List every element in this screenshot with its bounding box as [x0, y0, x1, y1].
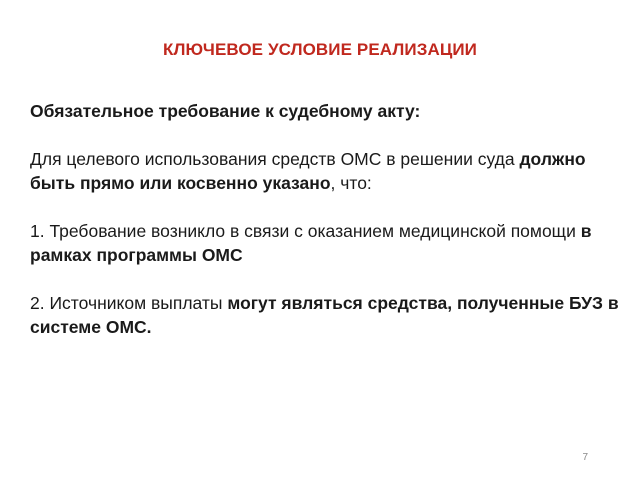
paragraph-1: [30, 147, 620, 195]
slide-content: [30, 99, 620, 339]
paragraph-2-emphasis: в рамках программы ОМС: [30, 221, 592, 265]
paragraph-1-emphasis: должно быть прямо или косвенно указано: [30, 149, 586, 193]
paragraph-3: [30, 291, 620, 339]
slide-title: КЛЮЧЕВОЕ УСЛОВИЕ РЕАЛИЗАЦИИ: [163, 40, 477, 59]
paragraph-3-emphasis: могут являться средства, полученные БУЗ в системе ОМС.: [30, 293, 619, 337]
paragraph-1-text: Для целевого использования средств ОМС в решении суда: [30, 149, 520, 169]
paragraph-2: [30, 219, 620, 267]
page-number: 7: [582, 452, 588, 463]
content-heading: Обязательное требование к судебному акту:: [30, 101, 421, 121]
paragraph-3-text: 2. Источником выплаты: [30, 293, 228, 313]
paragraph-1-ending: , что:: [330, 173, 372, 193]
paragraph-2-text: 1. Требование возникло в связи с оказанием медицинской помощи: [30, 221, 581, 241]
